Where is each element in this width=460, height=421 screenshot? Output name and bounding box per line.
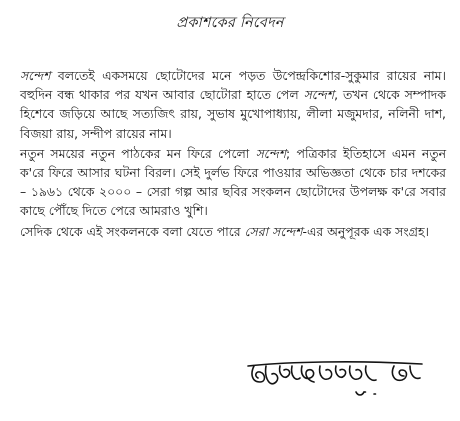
paragraph-text: , তখন থেকে সম্পাদক হিশেবে জড়িয়ে আছে সত্যজিৎ রায়, সুভাষ মুখোপাধ্যায়, লীলা মজুমদার, নলিনী দাশ, বিজয়া রায়, সন্দীপ রায়ের নাম। bbox=[20, 87, 446, 141]
paragraph-text: নতুন সময়ের নতুন পাঠকের মন ফিরে পেলো bbox=[20, 145, 256, 161]
handwritten-signature bbox=[244, 352, 444, 402]
paragraph-2 bbox=[20, 144, 446, 221]
paragraph-text: ; পত্রিকার ইতিহাসে এমন নতুন ক'রে ফিরে আসার ঘটনা বিরল। সেই দুর্লভ ফিরে পাওয়ার অভিজ্ঞতা থেকে চার দশকের – ১৯৬১ থেকে ২০০০ – সেরা গল্প আর ছবির সংকলন ছোটোদের উপলক্ষ ক'রে সবার কাছে পৌঁছে দিতে পেরে আমরাও খুশি। bbox=[20, 145, 446, 219]
magazine-name: সন্দেশ bbox=[255, 145, 287, 161]
book-name: সেরা সন্দেশ bbox=[244, 223, 303, 239]
paragraph-text: -এর অনুপূরক এক সংগ্রহ। bbox=[302, 223, 429, 239]
paragraph-text: বলতেই একসময়ে ছোটোদের মনে পড়ত উপেন্দ্রকিশোর-সুকুমার রায়ের নাম। বহুদিন বন্ধ থাকার পর যখন আবার ছোটোরা হাতে পেল bbox=[20, 68, 446, 103]
paragraph-1 bbox=[20, 66, 446, 143]
page-title: প্রকাশকের নিবেদন bbox=[176, 15, 284, 31]
paragraph-3 bbox=[20, 222, 446, 241]
magazine-name: সন্দেশ bbox=[20, 68, 51, 83]
document-body bbox=[20, 66, 446, 242]
magazine-name: সন্দেশ bbox=[303, 87, 335, 103]
paragraph-text: সেদিক থেকে এই সংকলনকে বলা যেতে পারে bbox=[20, 223, 245, 239]
